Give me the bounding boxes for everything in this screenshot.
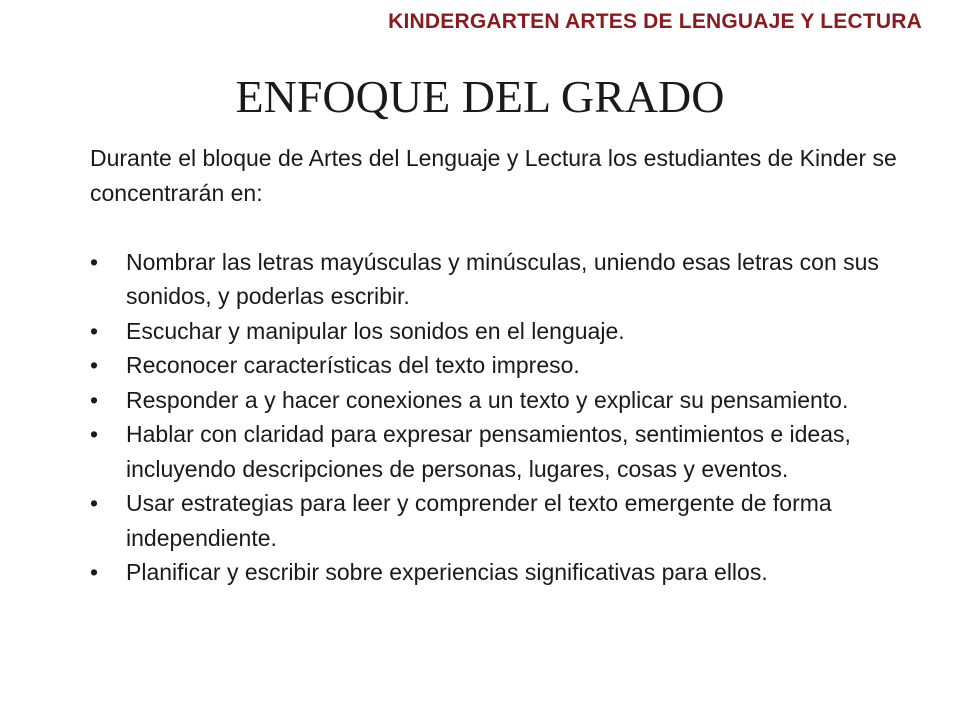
list-item-text: Escuchar y manipular los sonidos en el lenguaje. [126,317,625,344]
bullet-icon: • [90,386,99,413]
slide-content [90,141,910,590]
list-item-text: Planificar y escribir sobre experiencias significativas para ellos. [126,559,768,585]
intro-paragraph: Durante el bloque de Artes del Lenguaje y Lectura los estudiantes de Kinder se concentrarán en: [90,145,897,206]
bullet-icon: • [90,248,99,275]
list-item [90,555,910,590]
list-item [90,417,910,486]
bullet-icon: • [90,317,99,344]
slide-title: ENFOQUE DEL GRADO [235,71,725,122]
list-item [90,245,910,314]
list-item-text: Reconocer características del texto impreso. [126,352,580,378]
bullet-icon: • [90,559,99,585]
list-item-text: Nombrar las letras mayúsculas y minúsculas, uniendo esas letras con sus sonidos, y poderlas escribir. [126,248,879,309]
bullet-icon: • [90,490,99,516]
focus-list [90,245,910,590]
list-item-text: Hablar con claridad para expresar pensamientos, sentimientos e ideas, incluyendo descripciones de personas, lugares, cosas y eventos. [126,421,851,482]
list-item-text: Responder a y hacer conexiones a un texto y explicar su pensamiento. [126,386,849,413]
list-item [90,314,910,349]
bullet-icon: • [90,352,99,378]
list-item [90,486,910,555]
list-item [90,383,910,418]
bullet-icon: • [90,421,99,447]
list-item-text: Usar estrategias para leer y comprender el texto emergente de forma independiente. [126,490,832,551]
list-item [90,348,910,383]
header-label: KINDERGARTEN ARTES DE LENGUAJE Y LECTURA [388,10,922,33]
